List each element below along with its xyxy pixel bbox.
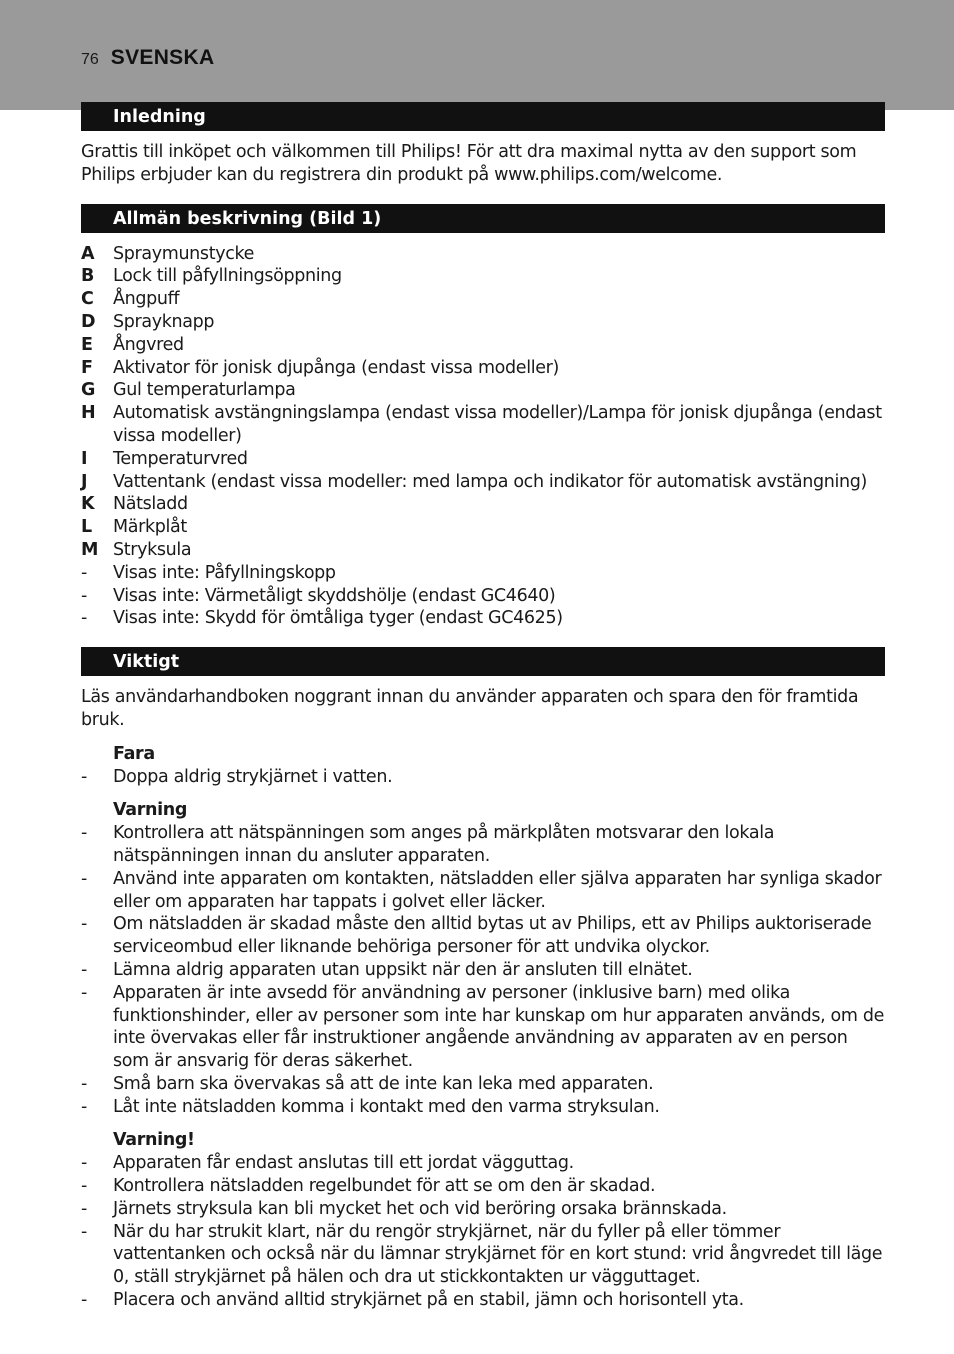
list-item	[81, 539, 885, 562]
list-item	[81, 1152, 885, 1175]
list-item	[81, 868, 885, 914]
language-title: SVENSKA	[110, 46, 215, 69]
item-text: Temperaturvred	[113, 448, 248, 469]
bullet-dash: -	[81, 1153, 87, 1174]
item-text: Visas inte: Skydd för ömtåliga tyger (endast GC4625)	[113, 608, 563, 629]
list-item	[81, 243, 885, 266]
item-text: Små barn ska övervakas så att de inte kan leka med apparaten.	[113, 1073, 654, 1094]
item-text: Ångpuff	[113, 289, 180, 310]
item-text: Lock till påfyllningsöppning	[113, 266, 342, 287]
item-label: K	[81, 494, 95, 515]
item-text: Aktivator för jonisk djupånga (endast vissa modeller)	[113, 357, 559, 378]
bullet-dash: -	[81, 1073, 87, 1094]
item-label: M	[81, 539, 99, 560]
item-text: Visas inte: Värmetåligt skyddshölje (endast GC4640)	[113, 585, 556, 606]
item-label: A	[81, 243, 95, 264]
list-item	[81, 448, 885, 471]
item-label: J	[81, 471, 88, 492]
page-number: 76	[81, 51, 99, 68]
item-text: Använd inte apparaten om kontakten, nätsladden eller själva apparaten har synliga skador eller om apparaten har tappats i golvet eller läcker.	[113, 868, 882, 912]
bullet-dash: -	[81, 868, 87, 889]
list-item	[81, 959, 885, 982]
list-item	[81, 265, 885, 288]
item-label: F	[81, 357, 93, 378]
section-important	[81, 647, 885, 1312]
list-item	[81, 562, 885, 585]
bullet-dash: -	[81, 1176, 87, 1197]
item-text: Nätsladd	[113, 494, 188, 515]
list-item	[81, 607, 885, 630]
bullet-dash: -	[81, 1096, 87, 1117]
part-list	[81, 243, 885, 631]
list-item	[81, 1198, 885, 1221]
list-item	[81, 982, 885, 1073]
item-text: Kontrollera att nätspänningen som anges på märkplåten motsvarar den lokala nätspänningen innan du ansluter apparaten.	[113, 823, 775, 866]
bullet-dash: -	[81, 766, 87, 787]
item-text: Stryksula	[113, 539, 192, 560]
item-label: -	[81, 562, 87, 583]
item-text: Järnets stryksula kan bli mycket het och vid beröring orsaka brännskada.	[113, 1198, 727, 1219]
list-item	[81, 1175, 885, 1198]
list-item	[81, 311, 885, 334]
list-item	[81, 1073, 885, 1096]
item-text: Doppa aldrig strykjärnet i vatten.	[113, 766, 393, 787]
intro-paragraph: Grattis till inköpet och välkommen till Philips! För att dra maximal nytta av den support som Philips erbjuder kan du registrera din produkt på www.philips.com/welcome.	[81, 142, 857, 185]
item-label: D	[81, 311, 96, 332]
list-item	[81, 402, 885, 448]
list-item	[81, 1289, 885, 1312]
page-header	[81, 46, 214, 70]
item-text: Automatisk avstängningslampa (endast vissa modeller)/Lampa för jonisk djupånga (endast vissa modeller)	[113, 403, 882, 446]
item-text: När du har strukit klart, när du rengör strykjärnet, när du fyller på eller tömmer vattentanken och också när du lämnar strykjärnet för en kort stund: vrid ångvredet till läge 0, ställ strykjärnet på hälen och dra ut stickkontakten ur vägguttaget.	[113, 1221, 883, 1288]
item-text: Märkplåt	[113, 517, 187, 538]
item-text: Gul temperaturlampa	[113, 380, 296, 401]
list-item	[81, 493, 885, 516]
item-text: Apparaten är inte avsedd för användning av personer (inklusive barn) med olika funktionshinder, eller av personer som inte har kunskap om hur apparaten används, om de inte övervakas eller får instruktioner angående användning av apparaten av en person som är ansvarig för deras säkerhet.	[113, 982, 884, 1072]
bullet-dash: -	[81, 1290, 87, 1311]
danger-list	[81, 766, 885, 789]
warning-list	[81, 822, 885, 1118]
item-label: E	[81, 334, 93, 355]
list-item	[81, 516, 885, 539]
bullet-dash: -	[81, 823, 87, 844]
item-label: G	[81, 380, 96, 401]
bullet-dash: -	[81, 914, 87, 935]
list-item	[81, 1096, 885, 1119]
list-item	[81, 585, 885, 608]
item-text: Vattentank (endast vissa modeller: med lampa och indikator för automatisk avstängning)	[113, 471, 868, 492]
list-item	[81, 766, 885, 789]
item-text: Apparaten får endast anslutas till ett jordat vägguttag.	[113, 1153, 574, 1174]
danger-heading: Fara	[113, 743, 155, 764]
caution-heading: Varning!	[113, 1130, 195, 1151]
caution-list	[81, 1152, 885, 1312]
item-label: -	[81, 608, 87, 629]
section-heading-description: Allmän beskrivning (Bild 1)	[81, 204, 885, 233]
section-heading-intro: Inledning	[81, 102, 885, 131]
bullet-dash: -	[81, 1198, 87, 1219]
list-item	[81, 913, 885, 959]
item-text: Spraymunstycke	[113, 243, 255, 264]
list-item	[81, 471, 885, 494]
bullet-dash: -	[81, 1221, 87, 1242]
item-label: H	[81, 403, 96, 424]
item-text: Placera och använd alltid strykjärnet på en stabil, jämn och horisontell yta.	[113, 1290, 744, 1311]
item-text: Visas inte: Påfyllningskopp	[113, 562, 336, 583]
bullet-dash: -	[81, 982, 87, 1003]
item-label: L	[81, 517, 92, 538]
item-text: Om nätsladden är skadad måste den alltid bytas ut av Philips, ett av Philips auktoriserade serviceombud eller liknande behöriga personer för att undvika olyckor.	[113, 914, 872, 958]
list-item	[81, 334, 885, 357]
item-label: C	[81, 289, 94, 310]
list-item	[81, 379, 885, 402]
item-text: Sprayknapp	[113, 311, 215, 332]
section-heading-important: Viktigt	[81, 647, 885, 676]
item-text: Låt inte nätsladden komma i kontakt med den varma stryksulan.	[113, 1096, 660, 1117]
list-item	[81, 288, 885, 311]
item-label: I	[81, 448, 88, 469]
item-label: -	[81, 585, 87, 606]
list-item	[81, 357, 885, 380]
item-text: Lämna aldrig apparaten utan uppsikt när den är ansluten till elnätet.	[113, 959, 693, 980]
item-text: Kontrollera nätsladden regelbundet för att se om den är skadad.	[113, 1176, 656, 1197]
list-item	[81, 1221, 885, 1289]
item-label: B	[81, 266, 94, 287]
item-text: Ångvred	[113, 334, 184, 355]
important-intro: Läs användarhandboken noggrant innan du använder apparaten och spara den för framtida bruk.	[81, 687, 859, 730]
bullet-dash: -	[81, 959, 87, 980]
list-item	[81, 822, 885, 868]
document-body	[81, 102, 885, 1312]
warning-heading: Varning	[113, 800, 188, 821]
